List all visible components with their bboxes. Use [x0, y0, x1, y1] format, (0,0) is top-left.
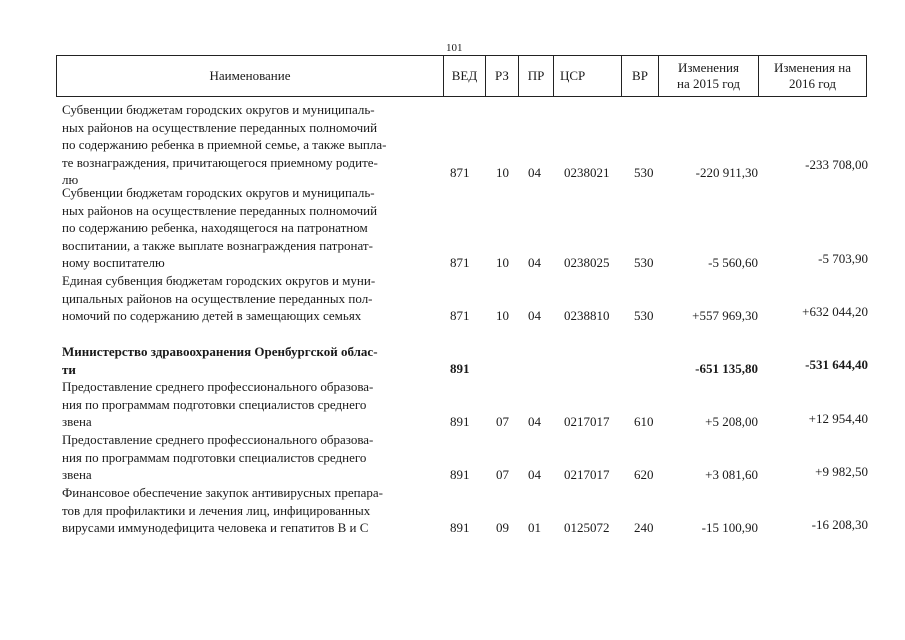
row-name-line: тов для профилактики и лечения лиц, инфицированных [62, 502, 371, 518]
header-rz: РЗ [486, 56, 519, 97]
row-name-line: ти [62, 361, 76, 377]
cell-vr: 240 [634, 520, 654, 535]
cell-change-2015: +5 208,00 [705, 414, 758, 429]
row-name-line: вирусами иммунодефицита человека и гепатитов В и С [62, 520, 369, 535]
cell-vr: 530 [634, 165, 654, 180]
table-row [62, 484, 868, 537]
cell-change-2015: -651 135,80 [695, 361, 758, 376]
cell-change-2016: +9 982,50 [815, 464, 868, 479]
cell-csr: 0238810 [564, 308, 610, 323]
header-change-2016-line1: Изменения на [774, 60, 851, 75]
cell-pr: 01 [528, 520, 541, 535]
cell-change-2015: -15 100,90 [701, 520, 758, 535]
cell-rz: 09 [496, 520, 509, 535]
header-name: Наименование [57, 56, 444, 97]
cell-vr: 610 [634, 414, 654, 429]
cell-change-2015: -5 560,60 [708, 255, 758, 270]
cell-change-2015: +557 969,30 [692, 308, 758, 323]
header-vr: ВР [622, 56, 659, 97]
cell-ved: 891 [450, 467, 470, 482]
header-change-2016-line2: 2016 год [789, 76, 836, 91]
cell-rz: 10 [496, 165, 509, 180]
cell-change-2015: +3 081,60 [705, 467, 758, 482]
table-row [62, 378, 868, 431]
row-name-line: Финансовое обеспечение закупок антивирусных препара- [62, 485, 383, 500]
header-change-2015 [659, 56, 759, 97]
cell-change-2016: +632 044,20 [802, 304, 868, 319]
row-name-line: номочий по содержанию детей в замещающих семьях [62, 308, 362, 323]
row-values [62, 413, 868, 431]
header-change-2015-line1: Изменения [678, 60, 739, 75]
header-change-2015-line2: на 2015 год [677, 76, 740, 91]
row-name-line: ния по программам подготовки специалистов среднего [62, 396, 367, 412]
table-row [62, 101, 868, 187]
cell-change-2016: -16 208,30 [811, 517, 868, 532]
row-values [62, 304, 868, 325]
cell-csr: 0238025 [564, 255, 610, 270]
cell-rz: 07 [496, 467, 509, 482]
row-name-line: Предоставление среднего профессионального образова- [62, 432, 374, 447]
table-row [62, 184, 868, 272]
cell-rz: 07 [496, 414, 509, 429]
row-values [62, 519, 868, 537]
header-change-2016 [759, 56, 867, 97]
cell-pr: 04 [528, 165, 541, 180]
row-name-line: звена [62, 414, 92, 429]
row-name-line: ных районов на осуществление переданных полномочий [62, 119, 378, 135]
row-values [62, 251, 868, 272]
cell-change-2016: -5 703,90 [818, 251, 868, 266]
cell-csr: 0125072 [564, 520, 610, 535]
row-name-line: по содержанию ребенка в приемной семье, а также выпла- [62, 137, 387, 152]
row-name-line: по содержанию ребенка, находящегося на патронатном [62, 220, 368, 235]
row-name-line: ных районов на осуществление переданных полномочий [62, 202, 378, 218]
row-name-line: Единая субвенция бюджетам городских округов и муни- [62, 273, 376, 288]
cell-ved: 891 [450, 414, 470, 429]
row-name-line: Министерство здравоохранения Оренбургской облас- [62, 344, 378, 359]
row-name-line: Предоставление среднего профессионального образова- [62, 379, 374, 394]
cell-csr: 0217017 [564, 467, 610, 482]
cell-change-2016: +12 954,40 [808, 411, 868, 426]
row-name-line: воспитании, а также выплате вознаграждения патронат- [62, 237, 373, 253]
cell-change-2016: -531 644,40 [805, 357, 868, 372]
cell-ved: 871 [450, 255, 470, 270]
cell-vr: 620 [634, 467, 654, 482]
cell-ved: 891 [450, 520, 470, 535]
row-name-line: Субвенции бюджетам городских округов и муниципаль- [62, 185, 375, 200]
row-name-line: ному воспитателю [62, 255, 165, 270]
cell-vr: 530 [634, 255, 654, 270]
cell-change-2015: -220 911,30 [695, 165, 758, 180]
row-name-line: звена [62, 467, 92, 482]
table-header [56, 55, 867, 97]
cell-pr: 04 [528, 308, 541, 323]
table-row [62, 272, 868, 343]
row-name-line: ципальных районов на осуществление переданных пол- [62, 290, 373, 306]
cell-rz: 10 [496, 308, 509, 323]
table-row [62, 431, 868, 484]
cell-csr: 0238021 [564, 165, 610, 180]
cell-csr: 0217017 [564, 414, 610, 429]
cell-pr: 04 [528, 255, 541, 270]
row-name-line: лю [62, 172, 79, 187]
cell-rz: 10 [496, 255, 509, 270]
cell-change-2016: -233 708,00 [805, 157, 868, 172]
row-values [62, 466, 868, 484]
row-values [62, 357, 868, 378]
table-row-ministry [62, 343, 868, 378]
row-name-line: те вознаграждения, причитающегося приемному родите- [62, 154, 378, 170]
cell-vr: 530 [634, 308, 654, 323]
table-body [62, 101, 868, 537]
page-number: 101 [446, 42, 463, 54]
header-pr: ПР [519, 56, 554, 97]
cell-pr: 04 [528, 414, 541, 429]
cell-pr: 04 [528, 467, 541, 482]
cell-ved: 871 [450, 165, 470, 180]
header-ved: ВЕД [444, 56, 486, 97]
cell-ved: 871 [450, 308, 470, 323]
row-name-line: ния по программам подготовки специалистов среднего [62, 449, 367, 465]
cell-ved: 891 [450, 361, 470, 376]
row-name-line: Субвенции бюджетам городских округов и муниципаль- [62, 102, 375, 117]
header-csr: ЦСР [554, 56, 622, 97]
